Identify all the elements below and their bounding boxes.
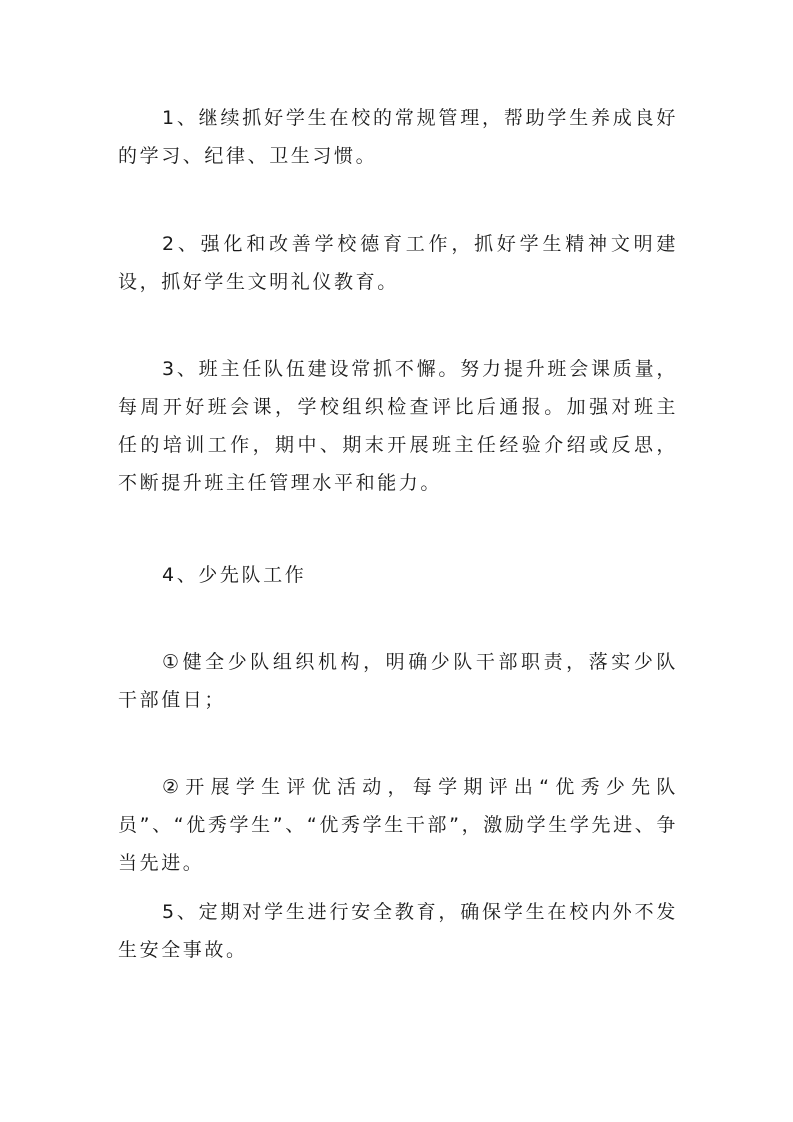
paragraph-item-5: 5、定期对学生进行安全教育，确保学生在校内外不发生安全事故。	[118, 901, 678, 961]
paragraph-item-2: 2、强化和改善学校德育工作，抓好学生精神文明建设，抓好学生文明礼仪教育。	[118, 233, 678, 293]
paragraph-item-1: 1、继续抓好学生在校的常规管理，帮助学生养成良好的学习、纪律、卫生习惯。	[118, 107, 678, 167]
paragraph-subitem-1: ①健全少队组织机构，明确少队干部职责，落实少队干部值日；	[118, 651, 678, 711]
paragraph-item-3: 3、班主任队伍建设常抓不懈。努力提升班会课质量，每周开好班会课，学校组织检查评比后通报。加强对班主任的培训工作，期中、期末开展班主任经验介绍或反思，不断提升班主任管理水平和能力。	[118, 358, 678, 494]
paragraph-subitem-2: ②开展学生评优活动，每学期评出“优秀少先队员”、“优秀学生”、“优秀学生干部”，激励学生学先进、争当先进。	[118, 776, 678, 874]
paragraph-item-4-heading: 4、少先队工作	[162, 564, 307, 586]
